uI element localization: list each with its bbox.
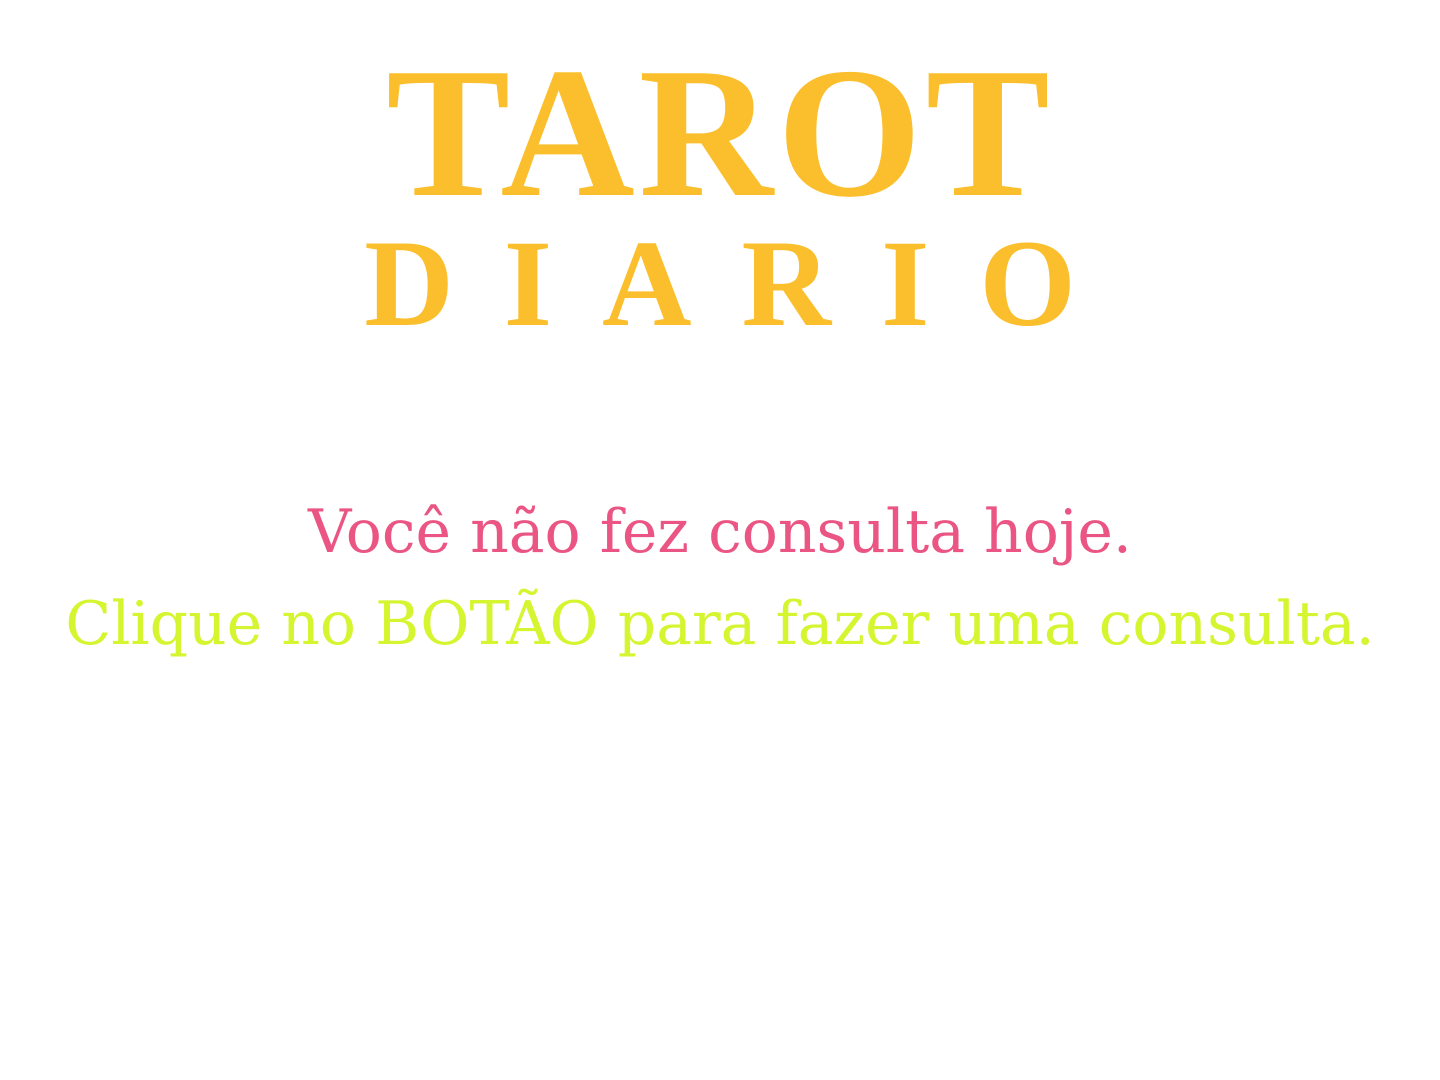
- logo-subtitle: DIARIO: [364, 215, 1126, 352]
- instruction-message: Clique no BOTÃO para fazer uma consulta.: [65, 589, 1375, 659]
- status-message: Você não fez consulta hoje.: [307, 497, 1133, 567]
- logo-title: TAROT: [386, 30, 1054, 236]
